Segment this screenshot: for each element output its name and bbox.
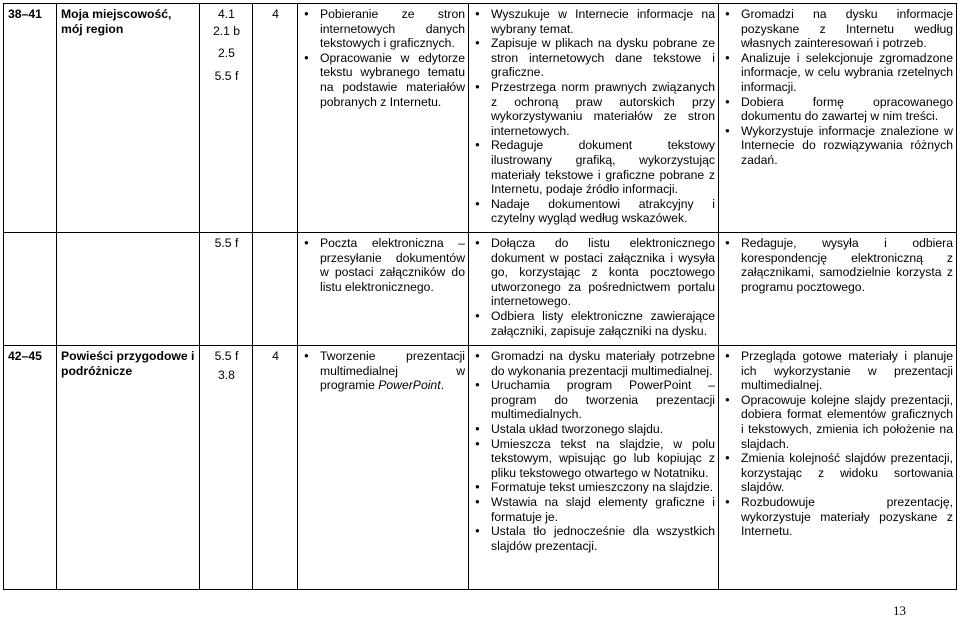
list-item: ● Gromadzi na dysku informacje pozyskane z Internetu według własnych zainteresowań i potrzeb. bbox=[723, 7, 953, 51]
content-cell bbox=[298, 346, 469, 590]
list-item: ● Opracowuje kolejne slajdy prezentacji, dobiera format elementów graficznych i tekstowych, zmienia ich położenie na slajdach. bbox=[723, 393, 953, 451]
list-item: ● Poczta elektroniczna – przesyłanie dokumentów w postaci załączników do listu elektronicznego. bbox=[302, 236, 465, 294]
list-item: ● Uruchamia program PowerPoint – program do tworzenia prezentacji multimedialnych. bbox=[473, 378, 715, 422]
list-item: ● Wyszukuje w Internecie informacje na wybrany temat. bbox=[473, 7, 715, 36]
lesson-numbers: 42–45 bbox=[4, 346, 57, 590]
extended-requirements-cell bbox=[719, 346, 957, 590]
lesson-numbers: 38–41 bbox=[4, 4, 57, 233]
list-item: ● Opracowanie w edytorze tekstu wybranego tematu na podstawie materiałów pobranych z Internetu. bbox=[302, 51, 465, 109]
table-row bbox=[4, 4, 957, 233]
list-item: ● Pobieranie ze stron internetowych danych tekstowych i graficznych. bbox=[302, 7, 465, 51]
curriculum-codes: 5.5 f bbox=[200, 233, 253, 346]
list-item: ● Formatuje tekst umieszczony na slajdzie. bbox=[473, 480, 715, 495]
basic-requirements-cell bbox=[469, 4, 719, 233]
hours-count: 4 bbox=[253, 4, 298, 233]
list-item: ● Wykorzystuje informacje znalezione w Internecie do rozwiązywania różnych zadań. bbox=[723, 124, 953, 168]
curriculum-codes: 5.5 f 3.8 bbox=[200, 346, 253, 590]
list-item: ● Gromadzi na dysku materiały potrzebne do wykonania prezentacji multimedialnej. bbox=[473, 349, 715, 378]
list-item: ● Wstawia na slajd elementy graficzne i formatuje je. bbox=[473, 495, 715, 524]
list-item: ● Zmienia kolejność slajdów prezentacji, korzystając z widoku sortowania slajdów. bbox=[723, 451, 953, 495]
table-row bbox=[4, 233, 957, 346]
curriculum-codes: 4.1 2.1 b 2.5 5.5 f bbox=[200, 4, 253, 233]
lesson-numbers bbox=[4, 233, 57, 346]
extended-requirements-cell bbox=[719, 233, 957, 346]
curriculum-table bbox=[3, 3, 957, 590]
list-item: ● Redaguje, wysyła i odbiera korespondencję elektroniczną z załącznikami, samodzielnie korzysta z programu pocztowego. bbox=[723, 236, 953, 294]
list-item: ● Zapisuje w plikach na dysku pobrane ze stron internetowych dane tekstowe i graficzne. bbox=[473, 36, 715, 80]
list-item: ● Nadaje dokumentowi atrakcyjny i czytelny wygląd według wskazówek. bbox=[473, 197, 715, 226]
hours-count: 4 bbox=[253, 346, 298, 590]
extended-requirements-cell bbox=[719, 4, 957, 233]
lesson-topic: Powieści przygodowe i podróżnicze bbox=[57, 346, 200, 590]
lesson-topic: Moja miejscowość, mój region bbox=[57, 4, 200, 233]
list-item: ● Ustala tło jednocześnie dla wszystkich slajdów prezentacji. bbox=[473, 524, 715, 553]
list-item: ● Przegląda gotowe materiały i planuje ich wykorzystanie w prezentacji multimedialnej. bbox=[723, 349, 953, 393]
list-item: ● Przestrzega norm prawnych związanych z ochroną praw autorskich przy wykorzystywaniu materiałów ze stron internetowych. bbox=[473, 80, 715, 138]
list-item: ● Tworzenie prezentacji multimedialnej w programie PowerPoint. bbox=[302, 349, 465, 393]
list-item: ● Ustala układ tworzonego slajdu. bbox=[473, 422, 715, 437]
list-item: ● Umieszcza tekst na slajdzie, w polu tekstowym, wpisując go lub kopiując z pliku tekstowego otwartego w Notatniku. bbox=[473, 437, 715, 481]
content-cell bbox=[298, 4, 469, 233]
basic-requirements-cell bbox=[469, 346, 719, 590]
list-item: ● Rozbudowuje prezentację, wykorzystuje materiały pozyskane z Internetu. bbox=[723, 495, 953, 539]
list-item: ● Analizuje i selekcjonuje zgromadzone informacje, w celu wybrania rzetelnych informacji. bbox=[723, 51, 953, 95]
table-row bbox=[4, 346, 957, 590]
list-item: ● Redaguje dokument tekstowy ilustrowany grafiką, wykorzystując materiały tekstowe i graficzne pobrane z Internetu, podaje źródło informacji. bbox=[473, 138, 715, 196]
lesson-topic bbox=[57, 233, 200, 346]
list-item: ● Dołącza do listu elektronicznego dokument w postaci załącznika i wysyła go, korzystając z konta pocztowego utworzonego za pośrednictwem portalu internetowego. bbox=[473, 236, 715, 309]
list-item: ● Odbiera listy elektroniczne zawierające załączniki, zapisuje załączniki na dysku. bbox=[473, 309, 715, 338]
page-number: 13 bbox=[893, 603, 906, 618]
content-cell bbox=[298, 233, 469, 346]
list-item: ● Dobiera formę opracowanego dokumentu do zawartej w nim treści. bbox=[723, 95, 953, 124]
basic-requirements-cell bbox=[469, 233, 719, 346]
hours-count bbox=[253, 233, 298, 346]
